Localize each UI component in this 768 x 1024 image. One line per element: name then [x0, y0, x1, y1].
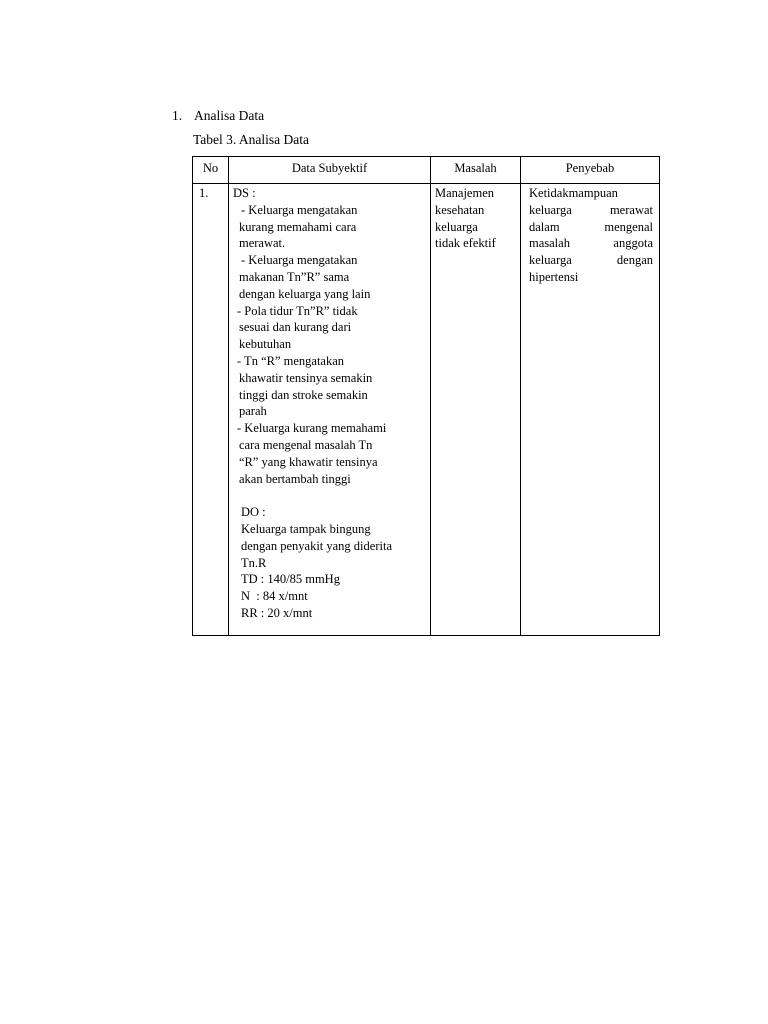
header-no: No: [193, 157, 229, 184]
ds-line: merawat.: [239, 236, 286, 251]
penyebab-line: masalah anggota: [529, 236, 653, 251]
ds-line: parah: [239, 404, 267, 419]
ds-line: kebutuhan: [239, 337, 292, 352]
section-number: 1.: [172, 108, 183, 123]
masalah-line: tidak efektif: [435, 236, 496, 251]
section-title: Analisa Data: [194, 108, 265, 123]
ds-line: khawatir tensinya semakin: [239, 370, 373, 385]
ds-line: dengan keluarga yang lain: [239, 286, 371, 301]
ds-line: cara mengenal masalah Tn: [239, 437, 373, 452]
ds-line: tinggi dan stroke semakin: [239, 387, 368, 402]
penyebab-line: keluarga dengan: [529, 253, 653, 268]
do-line: N : 84 x/mnt: [241, 589, 308, 604]
ds-line: - Keluarga kurang memahami: [237, 421, 387, 436]
ds-line: kurang memahami cara: [239, 219, 357, 234]
penyebab-line: keluarga merawat: [529, 202, 653, 217]
table-row: [193, 184, 660, 636]
ds-line: makanan Tn”R” sama: [239, 269, 350, 284]
do-line: Keluarga tampak bingung: [241, 521, 371, 536]
header-data-subyektif: Data Subyektif: [229, 157, 431, 184]
ds-line: - Keluarga mengatakan: [241, 253, 358, 268]
section-heading: [172, 107, 264, 124]
penyebab-line: Ketidakmampuan: [529, 186, 618, 200]
do-label: DO :: [241, 505, 266, 520]
ds-label: DS :: [233, 186, 256, 200]
analisa-data-table: [192, 156, 660, 636]
ds-line: akan bertambah tinggi: [239, 471, 351, 486]
do-line: dengan penyakit yang diderita: [241, 538, 392, 553]
header-penyebab: Penyebab: [521, 157, 660, 184]
table-header-row: [193, 157, 660, 184]
ds-line: “R” yang khawatir tensinya: [239, 454, 378, 469]
do-line: Tn.R: [241, 555, 267, 570]
masalah-line: Manajemen: [435, 186, 495, 200]
masalah-line: keluarga: [435, 219, 478, 234]
data-cell: [229, 184, 431, 636]
masalah-line: kesehatan: [435, 202, 485, 217]
masalah-cell: [431, 184, 521, 636]
header-masalah: Masalah: [431, 157, 521, 184]
ds-line: - Pola tidur Tn”R” tidak: [237, 303, 358, 318]
ds-line: sesuai dan kurang dari: [239, 320, 352, 335]
penyebab-cell: [521, 184, 660, 636]
penyebab-line: hipertensi: [529, 269, 579, 284]
penyebab-line: dalam mengenal: [529, 219, 653, 234]
spacer: [233, 487, 426, 504]
ds-line: - Keluarga mengatakan: [241, 202, 358, 217]
do-line: RR : 20 x/mnt: [241, 605, 313, 620]
ds-line: - Tn “R” mengatakan: [237, 353, 345, 368]
row-number: 1.: [193, 184, 229, 636]
table-caption: Tabel 3. Analisa Data: [193, 132, 310, 147]
do-line: TD : 140/85 mmHg: [241, 572, 340, 587]
